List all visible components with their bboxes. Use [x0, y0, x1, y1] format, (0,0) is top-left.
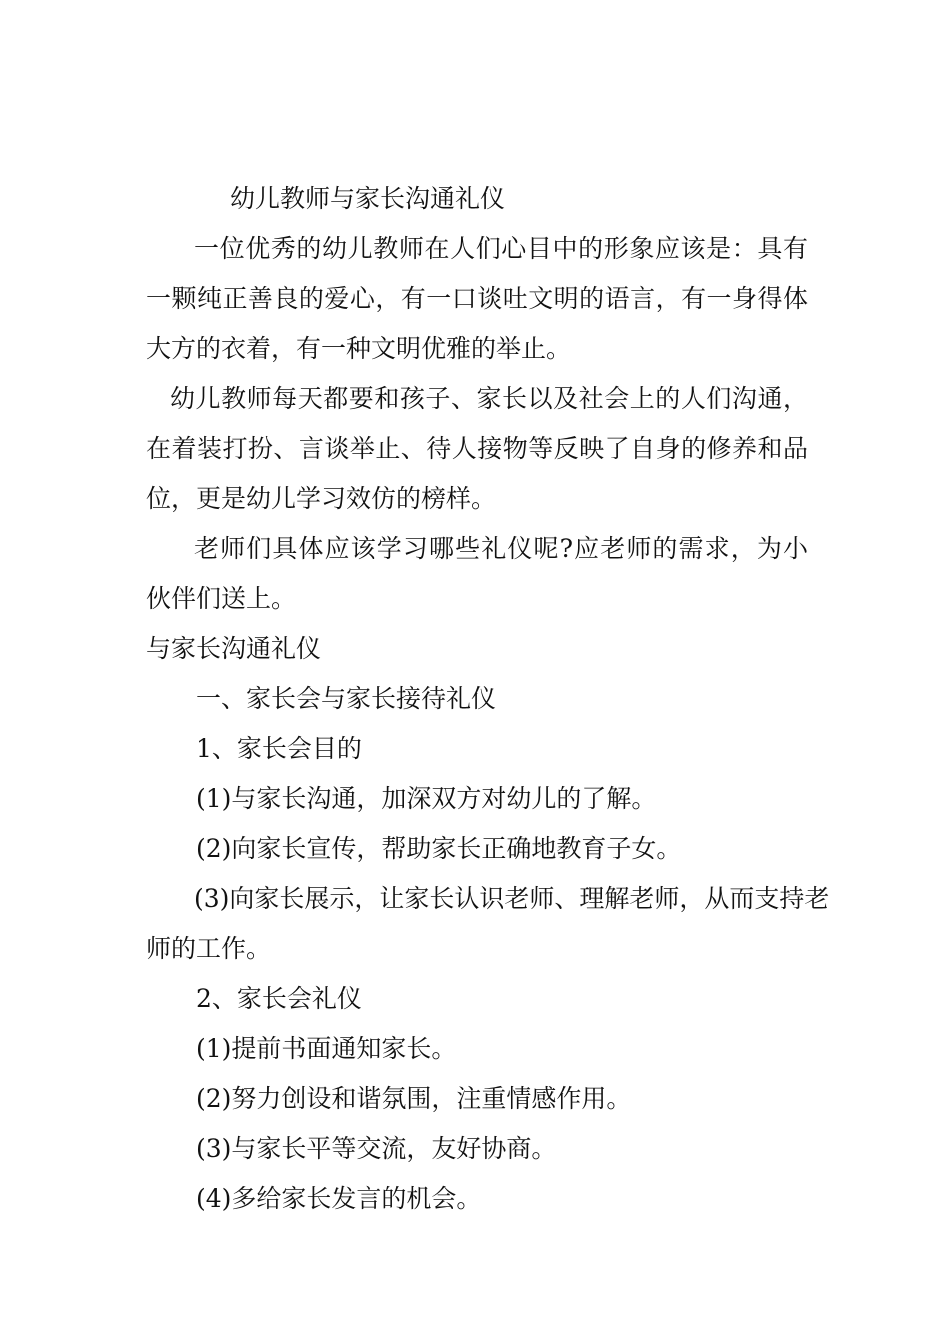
item-1-point-3-line-1: (3)向家长展示，让家长认识老师、理解老师，从而支持老: [194, 884, 830, 913]
paragraph-1-line-3: 大方的衣着，有一种文明优雅的举止。: [146, 334, 572, 363]
paragraph-2-line-1: 幼儿教师每天都要和孩子、家长以及社会上的人们沟通，: [170, 384, 808, 413]
item-1-heading: 1、家长会目的: [196, 734, 362, 763]
item-2-point-4: (4)多给家长发言的机会。: [196, 1184, 482, 1213]
paragraph-3-line-1: 老师们具体应该学习哪些礼仪呢?应老师的需求，为小: [194, 534, 808, 563]
item-2-point-1: (1)提前书面通知家长。: [196, 1034, 457, 1063]
paragraph-3-line-2: 伙伴们送上。: [146, 584, 297, 613]
item-1-point-3-line-2: 师的工作。: [146, 934, 272, 963]
item-1-point-1: (1)与家长沟通，加深双方对幼儿的了解。: [196, 784, 657, 813]
paragraph-1-line-2: 一颗纯正善良的爱心，有一口谈吐文明的语言，有一身得体: [146, 284, 808, 313]
paragraph-2-line-2: 在着装打扮、言谈举止、待人接物等反映了自身的修养和品: [146, 434, 808, 463]
item-2-heading: 2、家长会礼仪: [196, 984, 362, 1013]
section-one-heading: 一、家长会与家长接待礼仪: [196, 684, 497, 713]
item-2-point-2: (2)努力创设和谐氛围，注重情感作用。: [196, 1084, 632, 1113]
paragraph-1-line-1: 一位优秀的幼儿教师在人们心目中的形象应该是：具有: [194, 234, 808, 263]
document-title: 幼儿教师与家长沟通礼仪: [230, 184, 506, 213]
item-1-point-2: (2)向家长宣传，帮助家长正确地教育子女。: [196, 834, 682, 863]
section-heading: 与家长沟通礼仪: [146, 634, 322, 663]
item-2-point-3: (3)与家长平等交流，友好协商。: [196, 1134, 557, 1163]
paragraph-2-line-3: 位，更是幼儿学习效仿的榜样。: [146, 484, 497, 513]
